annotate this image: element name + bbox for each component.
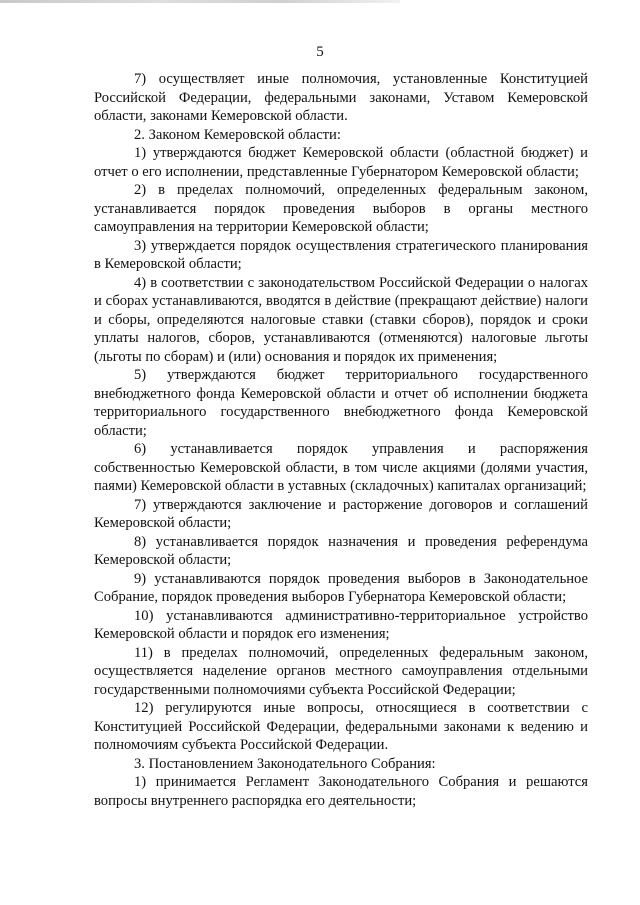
- paragraph-s2-item-12: 12) регулируются иные вопросы, относящиеся в соответствии с Конституцией Российской Федерации, федеральными законами к ведению и полномочиям субъекта Российской Федерации.: [94, 700, 588, 753]
- paragraph-s2-item-8: 8) устанавливается порядок назначения и проведения референдума Кемеровской области;: [94, 533, 588, 568]
- scan-artifact-line: [0, 0, 400, 3]
- paragraph-s2-item-10: 10) устанавливаются административно-территориальное устройство Кемеровской области и порядок его изменения;: [94, 607, 588, 642]
- paragraph-s2-item-6: 6) устанавливается порядок управления и распоряжения собственностью Кемеровской области, в том числе акциями (долями участия, паями) Кемеровской области в уставных (складочных) капиталах организаций;: [94, 441, 588, 494]
- paragraph-s2-item-11: 11) в пределах полномочий, определенных федеральным законом, осуществляется наделение органов местного самоуправления отдельными государственными полномочиями субъекта Российской Федерации;: [94, 644, 588, 698]
- section-heading-2: 2. Законом Кемеровской области:: [134, 126, 341, 143]
- paragraph-item-7: 7) осуществляет иные полномочия, установленные Конституцией Российской Федерации, федеральными законами, Уставом Кемеровской области, законами Кемеровской области.: [94, 71, 588, 124]
- paragraph-s2-item-2: 2) в пределах полномочий, определенных федеральным законом, устанавливается порядок проведения выборов в органы местного самоуправления на территории Кемеровской области;: [94, 182, 588, 235]
- paragraph-s2-item-5: 5) утверждаются бюджет территориального государственного внебюджетного фонда Кемеровской области и отчет об исполнении бюджета территориального государственного внебюджетного фонда Кемеровской области;: [94, 367, 588, 439]
- paragraph-s2-item-7: 7) утверждаются заключение и расторжение договоров и соглашений Кемеровской области;: [94, 496, 588, 531]
- page-number: 5: [316, 44, 324, 60]
- paragraph-s2-item-1: 1) утверждаются бюджет Кемеровской области (областной бюджет) и отчет о его исполнении, представленные Губернатором Кемеровской области;: [94, 145, 588, 180]
- paragraph-s3-item-1: 1) принимается Регламент Законодательного Собрания и решаются вопросы внутреннего распорядка его деятельности;: [94, 774, 588, 809]
- paragraph-s2-item-3: 3) утверждается порядок осуществления стратегического планирования в Кемеровской области;: [94, 237, 588, 272]
- document-body: [94, 70, 588, 810]
- paragraph-s2-item-9: 9) устанавливаются порядок проведения выборов в Законодательное Собрание, порядок проведения выборов Губернатора Кемеровской области;: [94, 570, 588, 605]
- section-heading-3: 3. Постановлением Законодательного Собрания:: [134, 755, 436, 772]
- paragraph-s2-item-4: 4) в соответствии с законодательством Российской Федерации о налогах и сборах устанавливаются, вводятся в действие (прекращают действие) налоги и сборы, определяются налоговые ставки (ставки сборов), порядок и сроки уплаты налогов, сборов, устанавливаются (отменяются) налоговые льготы (льготы по сборам) и (или) основания и порядок их применения;: [94, 274, 588, 365]
